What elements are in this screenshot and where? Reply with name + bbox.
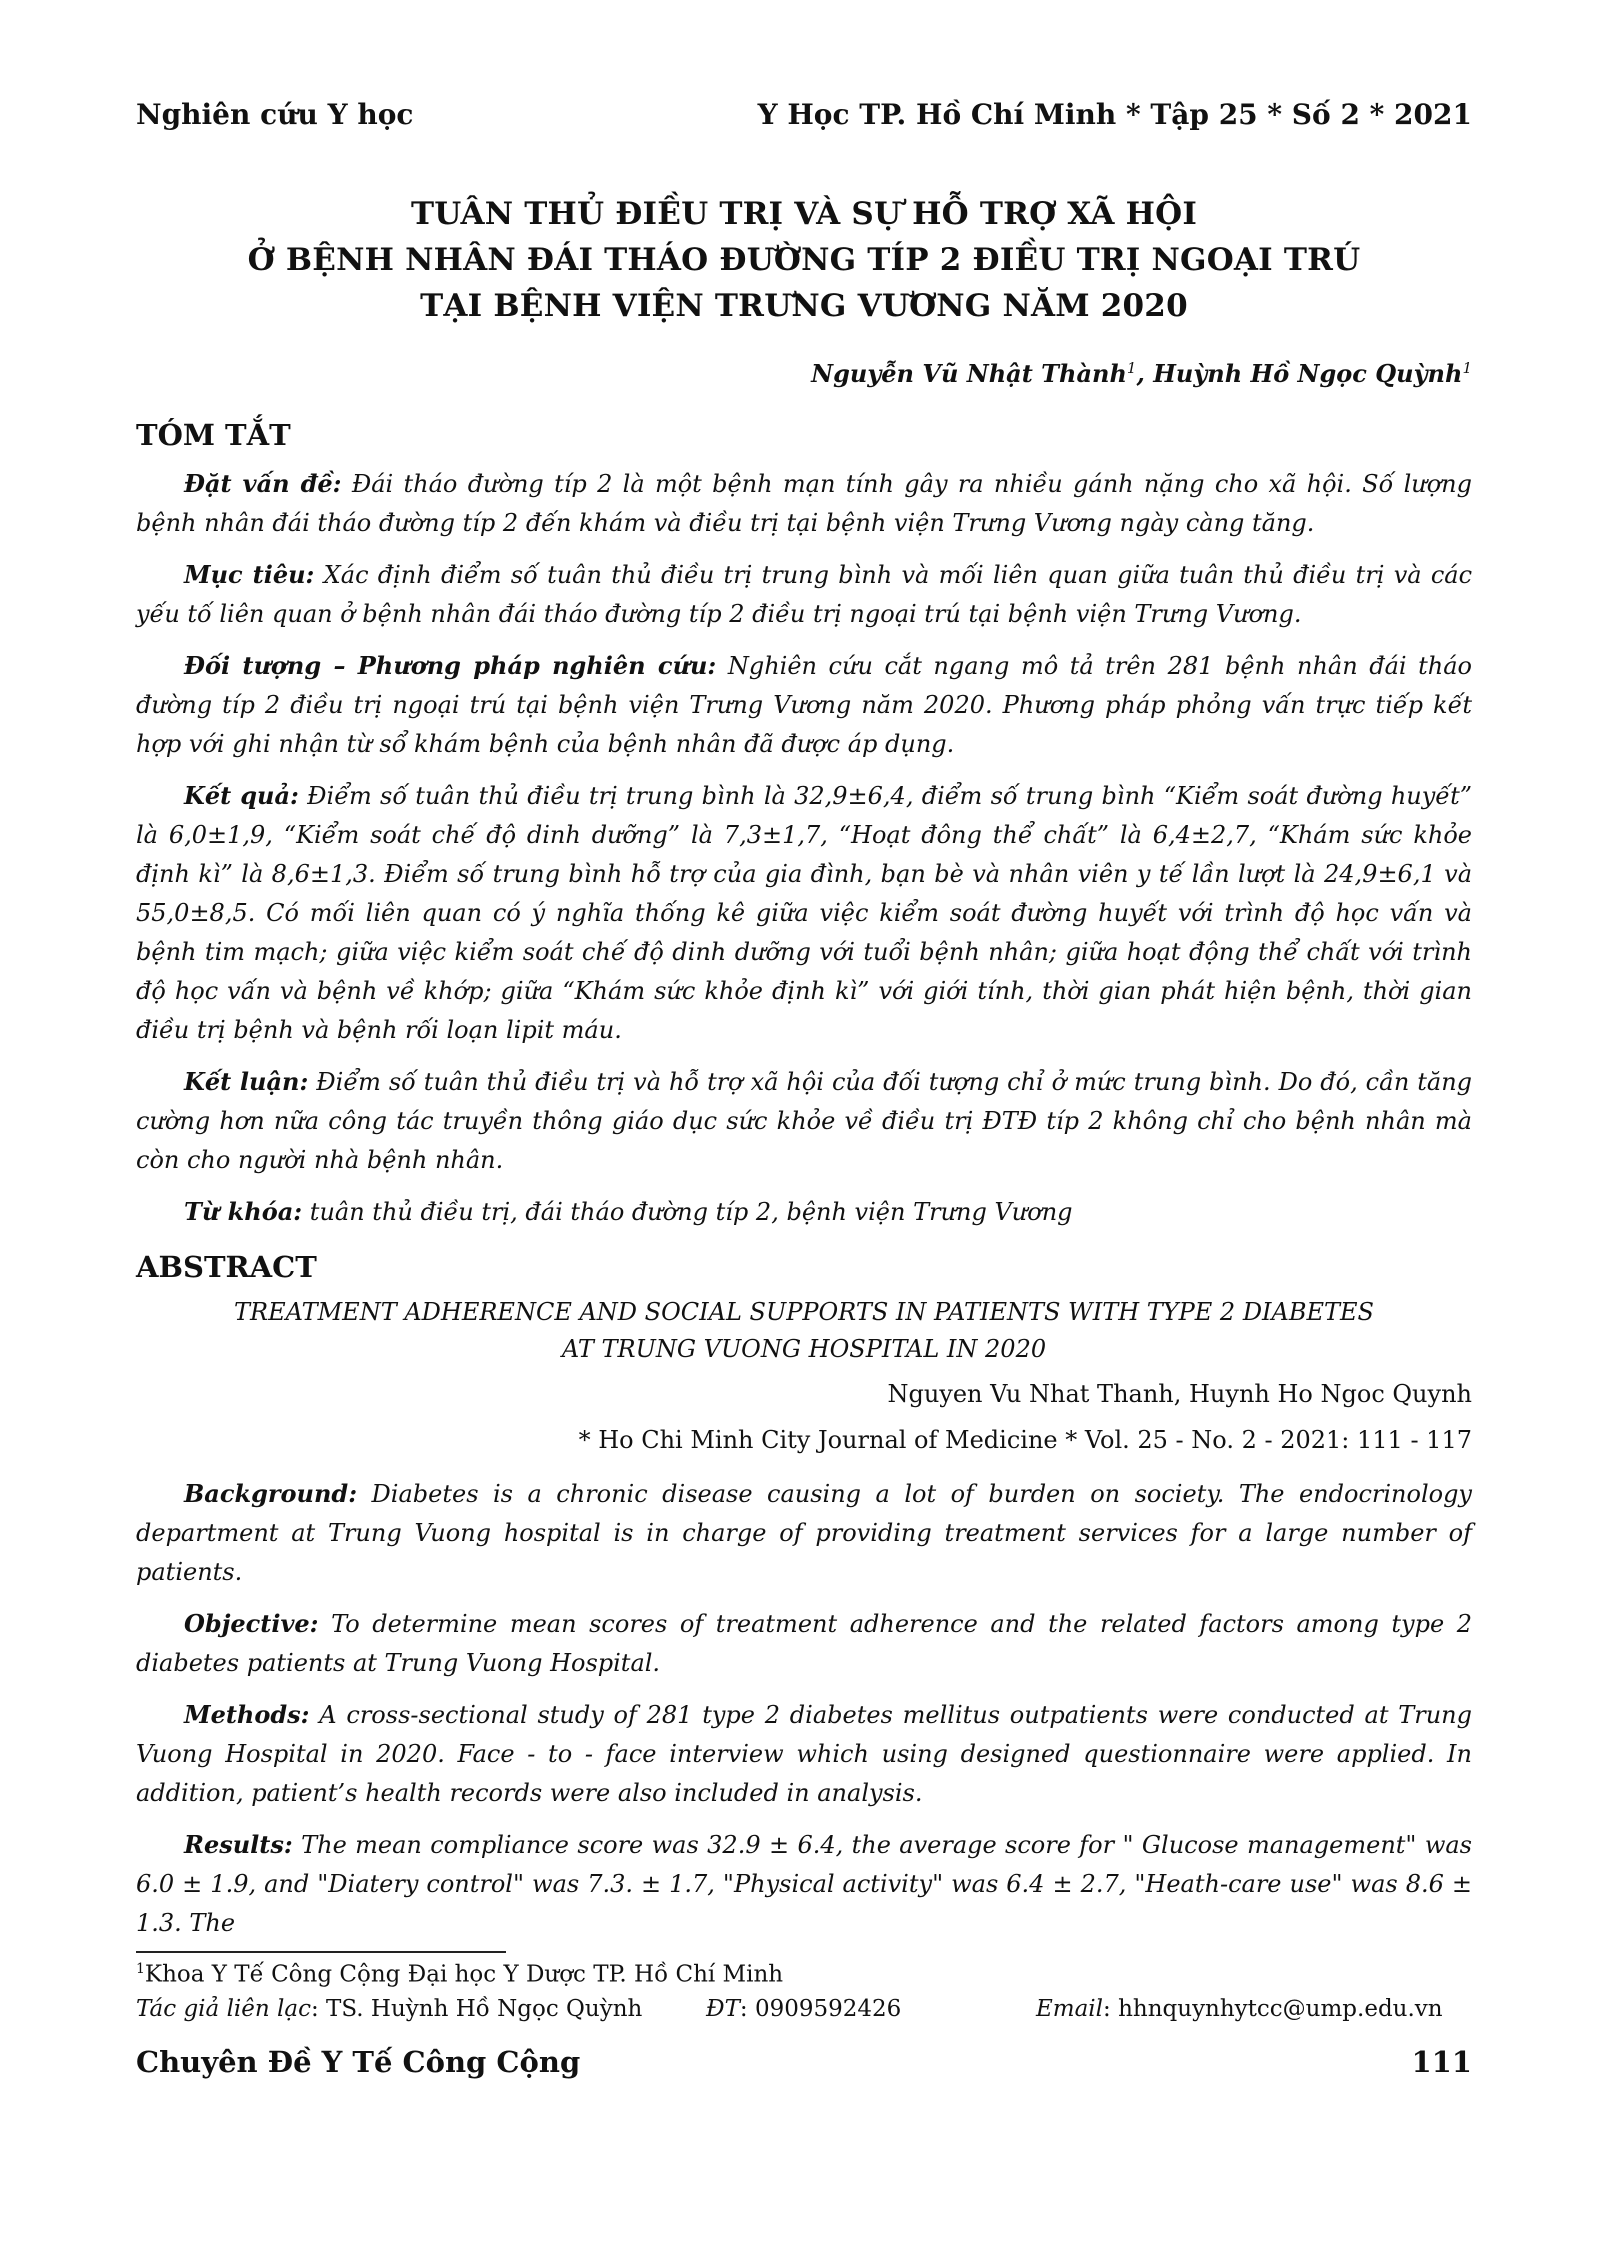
title-line-1: TUÂN THỦ ĐIỀU TRỊ VÀ SỰ HỖ TRỢ XÃ HỘI [410, 196, 1198, 232]
abstract-background [136, 1474, 1472, 1592]
email [1036, 1996, 1443, 2022]
corresponding-author [136, 1996, 706, 2022]
phone-label: ĐT [706, 1995, 740, 2022]
summary-objective-text: Xác định điểm số tuân thủ điều trị trung bình và mối liên quan giữa tuân thủ điều trị và các yếu tố liên quan ở bệnh nhân đái tháo đường típ 2 điều trị ngoại trú tại bệnh viện Trưng Vương. [136, 561, 1473, 628]
summary-keywords [136, 1192, 1472, 1232]
summary-results [136, 776, 1472, 1050]
corresponding-author-label: Tác giả liên lạc [136, 1995, 311, 2022]
header-journal-info: Y Học TP. Hồ Chí Minh * Tập 25 * Số 2 * 2021 [757, 98, 1472, 131]
abstract-objective-label: Objective: [184, 1609, 319, 1638]
abstract-background-text: Diabetes is a chronic disease causing a lot of burden on society. The endocrinology department at Trung Vuong hospital is in charge of providing treatment services for a large number of patients. [136, 1480, 1472, 1586]
page-number: 111 [1411, 2045, 1472, 2079]
abstract-objective-text: To determine mean scores of treatment adherence and the related factors among type 2 diabetes patients at Trung Vuong Hospital. [136, 1610, 1472, 1677]
title-line-2: Ở BỆNH NHÂN ĐÁI THÁO ĐƯỜNG TÍP 2 ĐIỀU TRỊ NGOẠI TRÚ [247, 242, 1361, 278]
english-abstract [136, 1474, 1472, 1943]
author-separator: , [1136, 359, 1154, 388]
summary-background [136, 464, 1472, 543]
affiliation-text: Khoa Y Tế Công Cộng Đại học Y Dược TP. Hồ Chí Minh [144, 1961, 784, 1988]
citation-line: * Ho Chi Minh City Journal of Medicine * Vol. 25 - No. 2 - 2021: 111 - 117 [578, 1426, 1472, 1454]
summary-conclusion-text: Điểm số tuân thủ điều trị và hỗ trợ xã hội của đối tượng chỉ ở mức trung bình. Do đó, cần tăng cường hơn nữa công tác truyền thông giáo dục sức khỏe về điều trị ĐTĐ típ 2 không chỉ cho bệnh nhân mà còn cho người nhà bệnh nhân. [136, 1068, 1473, 1174]
summary-methods [136, 646, 1472, 764]
abstract-results [136, 1825, 1472, 1943]
phone-value: : 0909592426 [739, 1995, 902, 2022]
article-page [136, 98, 1472, 2022]
summary-conclusion [136, 1062, 1472, 1180]
summary-background-text: Đái tháo đường típ 2 là một bệnh mạn tính gây ra nhiều gánh nặng cho xã hội. Số lượng bệnh nhân đái tháo đường típ 2 đến khám và điều trị tại bệnh viện Trưng Vương ngày càng tăng. [136, 470, 1472, 537]
summary-objective-label: Mục tiêu: [184, 560, 315, 589]
contact-footnote [136, 1996, 1472, 2022]
english-authors: Nguyen Vu Nhat Thanh, Huynh Ho Ngoc Quynh [887, 1380, 1472, 1408]
summary-results-text: Điểm số tuân thủ điều trị trung bình là 32,9±6,4, điểm số trung bình “Kiểm soát đường huyết” là 6,0±1,9, “Kiểm soát chế độ dinh dưỡng” là 7,3±1,7, “Hoạt đông thể chất” là 6,4±2,7, “Khám sức khỏe định kì” là 8,6±1,3. Điểm số trung bình hỗ trợ của gia đình, bạn bè và nhân viên y tế lần lượt là 24,9±6,1 và 55,0±8,5. Có mối liên quan có ý nghĩa thống kê giữa việc kiểm soát đường huyết với trình độ học vấn và bệnh tim mạch; giữa việc kiểm soát chế độ dinh dưỡng với tuổi bệnh nhân; giữa hoạt động thể chất với trình độ học vấn và bệnh về khớp; giữa “Khám sức khỏe định kì” với giới tính, thời gian phát hiện bệnh, thời gian điều trị bệnh và bệnh rối loạn lipit máu. [136, 782, 1472, 1044]
title-line-3: TẠI BỆNH VIỆN TRƯNG VƯƠNG NĂM 2020 [420, 288, 1188, 324]
author-1-affiliation-mark: 1 [1126, 359, 1137, 377]
author-1: Nguyễn Vũ Nhật Thành [811, 359, 1127, 388]
header-section-name: Nghiên cứu Y học [136, 98, 414, 131]
summary-keywords-label: Từ khóa: [184, 1197, 303, 1226]
running-footer [136, 2045, 1472, 2079]
email-value: : hhnquynhytcc@ump.edu.vn [1103, 1995, 1443, 2022]
summary-methods-label: Đối tượng – Phương pháp nghiên cứu: [184, 651, 717, 680]
summary-methods-text: Nghiên cứu cắt ngang mô tả trên 281 bệnh nhân đái tháo đường típ 2 điều trị ngoại trú tại bệnh viện Trưng Vương năm 2020. Phương pháp phỏng vấn trực tiếp kết hợp với ghi nhận từ sổ khám bệnh của bệnh nhân đã được áp dụng. [136, 652, 1473, 758]
email-label: Email [1036, 1995, 1104, 2022]
summary-results-label: Kết quả: [184, 781, 299, 810]
author-2-affiliation-mark: 1 [1462, 359, 1472, 377]
running-header [136, 98, 1472, 131]
corresponding-author-value: : TS. Huỳnh Hồ Ngọc Quỳnh [310, 1995, 643, 2022]
affiliation-footnote-mark: 1 [136, 1961, 145, 1977]
abstract-objective [136, 1604, 1472, 1683]
footnote-divider [136, 1951, 506, 1953]
summary-conclusion-label: Kết luận: [184, 1067, 309, 1096]
abstract-results-label: Results: [184, 1830, 293, 1859]
summary-keywords-text: tuân thủ điều trị, đái tháo đường típ 2, bệnh viện Trưng Vương [302, 1198, 1073, 1226]
abstract-methods [136, 1695, 1472, 1813]
phone [706, 1996, 1036, 2022]
abstract-methods-label: Methods: [184, 1700, 310, 1729]
abstract-background-label: Background: [184, 1479, 358, 1508]
english-title [136, 1294, 1472, 1368]
footer-topic: Chuyên Đề Y Tế Công Cộng [136, 2045, 581, 2079]
english-title-line-1: TREATMENT ADHERENCE AND SOCIAL SUPPORTS IN PATIENTS WITH TYPE 2 DIABETES [233, 1298, 1374, 1326]
summary-heading: TÓM TẮT [136, 418, 291, 452]
affiliation-footnote [136, 1961, 1472, 1988]
summary-objective [136, 555, 1472, 634]
article-title [136, 191, 1472, 329]
summary-background-label: Đặt vấn đề: [184, 469, 342, 498]
abstract-methods-text: A cross-sectional study of 281 type 2 diabetes mellitus outpatients were conducted at Trung Vuong Hospital in 2020. Face - to - face interview which using designed questionnaire were applied. In addition, patient’s health records were also included in analysis. [136, 1701, 1472, 1807]
abstract-results-text: The mean compliance score was 32.9 ± 6.4, the average score for " Glucose management" was 6.0 ± 1.9, and "Diatery control" was 7.3. ± 1.7, "Physical activity" was 6.4 ± 2.7, "Heath-care use" was 8.6 ± 1.3. The [136, 1831, 1472, 1937]
abstract-heading: ABSTRACT [136, 1250, 317, 1284]
author-list [136, 359, 1472, 388]
author-2: Huỳnh Hồ Ngọc Quỳnh [1153, 359, 1463, 388]
english-title-line-2: AT TRUNG VUONG HOSPITAL IN 2020 [561, 1335, 1047, 1363]
